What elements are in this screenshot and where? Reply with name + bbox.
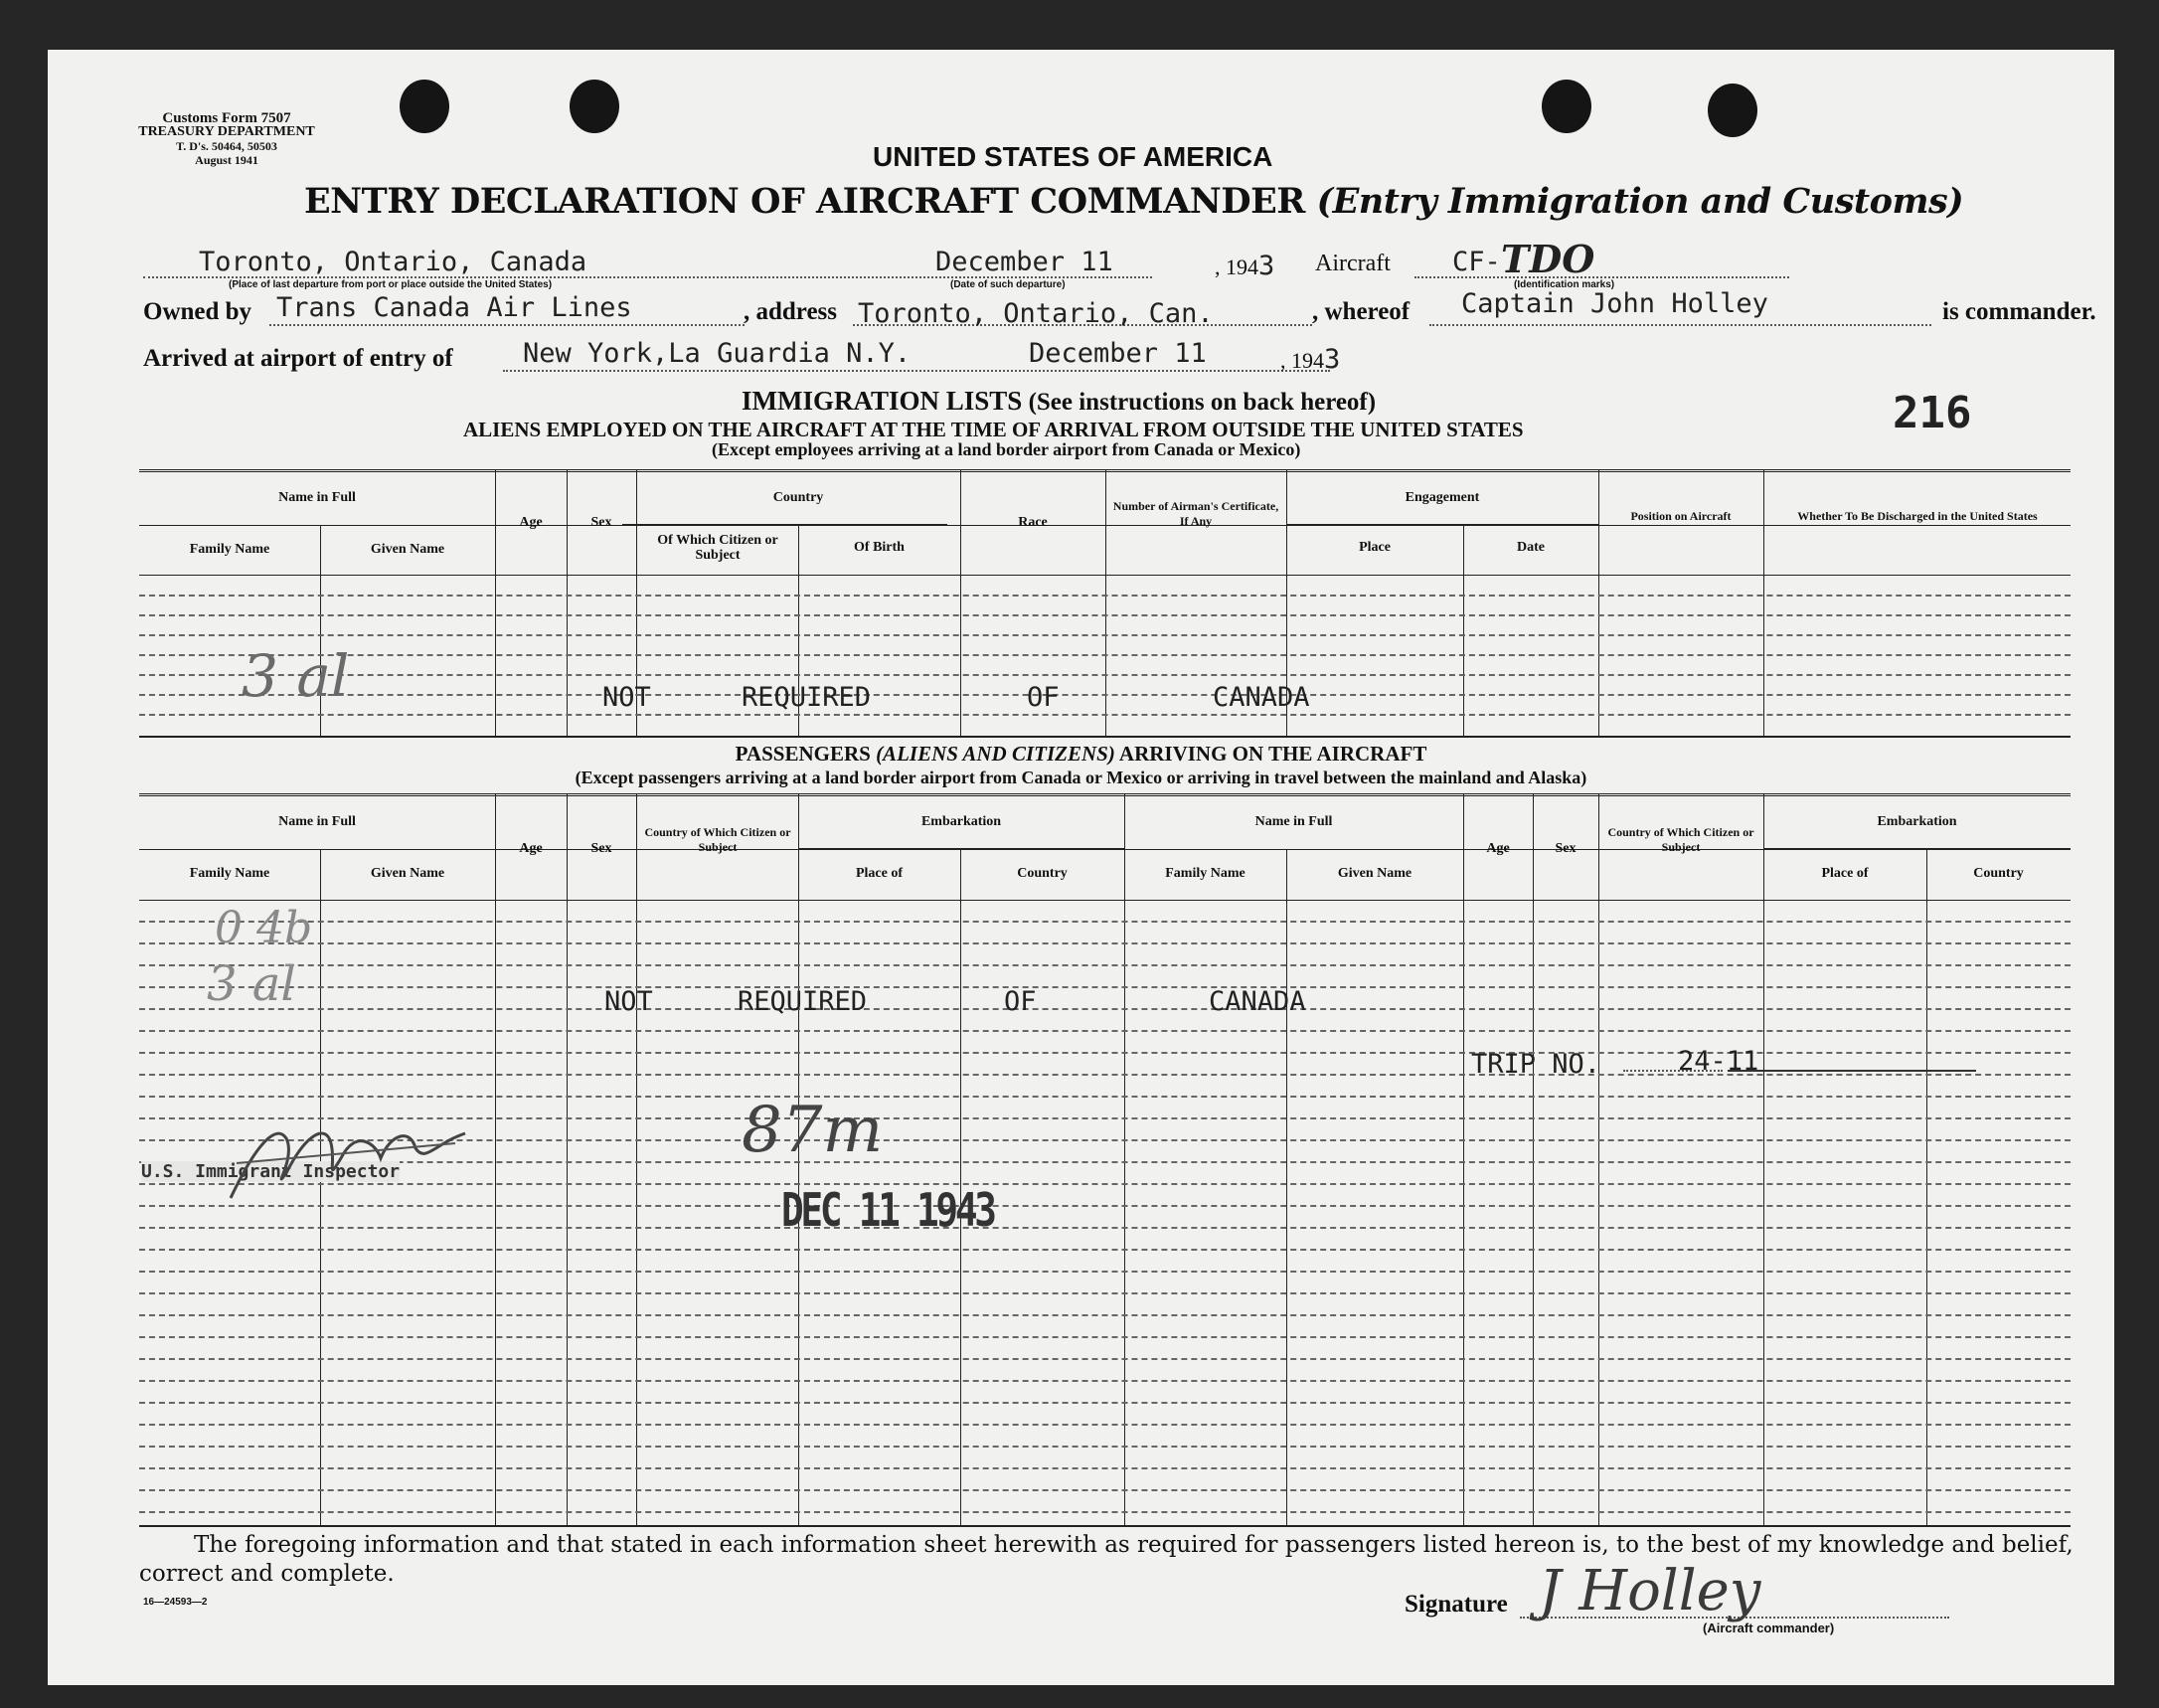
aircraft-label: Aircraft (1315, 251, 1391, 276)
crew-stamp-of: OF (1027, 682, 1060, 713)
immigration-title: IMMIGRATION LISTS (742, 386, 1023, 416)
is-commander-label: is commander. (1942, 298, 2096, 325)
form-title-main: ENTRY DECLARATION OF AIRCRAFT COMMANDER (304, 181, 1305, 222)
crew-hand-note: 3 al (242, 642, 350, 710)
pax-stamp-of: OF (1004, 986, 1037, 1017)
crew-col-name: Name in Full (278, 490, 356, 505)
signature-label: Signature (1405, 1591, 1508, 1618)
address-label: , address (744, 298, 838, 325)
pax-col-family-name-2: Family Name (1165, 866, 1246, 881)
pax-col-embarkation: Embarkation (920, 814, 1002, 829)
pax-stamp-not: NOT (604, 986, 653, 1017)
inspector-stamp: U.S. Immigrant Inspector (141, 1161, 401, 1182)
punch-hole (400, 80, 449, 133)
departure-place-caption: (Place of last departure from port or place outside the United States) (229, 279, 553, 290)
date-stamp: DEC 11 1943 (781, 1183, 994, 1237)
pax-col-age: Age (519, 841, 543, 856)
punch-hole (1542, 80, 1591, 133)
pax-col-embarkation-2: Embarkation (1877, 814, 1957, 829)
crew-col-sex: Sex (590, 515, 612, 530)
owned-by-label: Owned by (143, 298, 252, 325)
pax-col-age-2: Age (1486, 841, 1510, 856)
pax-col-place-of-2: Place of (1821, 866, 1869, 881)
aliens-heading: ALIENS EMPLOYED ON THE AIRCRAFT AT THE TIME OF ARRIVAL FROM OUTSIDE THE UNITED STATES (463, 418, 1524, 441)
pax-col-name-2: Name in Full (1254, 814, 1333, 829)
pax-col-country-2: Country of Which Citizen or Subject (1607, 825, 1754, 854)
inspector-initials: 87m (742, 1094, 884, 1167)
aircraft-id-handwritten: TDO (1501, 237, 1595, 281)
passengers-heading (48, 742, 2114, 767)
crew-col-place: Place (1359, 540, 1391, 555)
crew-col-engagement: Engagement (1405, 490, 1480, 505)
punch-hole (570, 80, 619, 133)
year-prefix: 194 (1226, 255, 1258, 279)
punch-hole (1708, 84, 1757, 137)
crew-stamp-canada: CANADA (1213, 682, 1310, 713)
crew-col-discharged: Whether To Be Discharged in the United States (1797, 509, 2038, 523)
crew-col-race: Race (1018, 515, 1048, 530)
declaration-text: The foregoing information and that stated in each information sheet herewith as required for passengers listed hereon is, to the best of my knowledge and belief, correct and complete. (139, 1532, 2074, 1587)
pax-hand-note-1: 0 4b (215, 903, 313, 953)
departure-place: Toronto, Ontario, Canada (199, 247, 587, 277)
arrival-year: , 1943 (1280, 344, 1341, 375)
crew-col-country: Country (772, 490, 824, 505)
pax-hand-note-2: 3 al (207, 956, 296, 1012)
whereof-label: , whereof (1312, 298, 1411, 325)
form-code: 16—24593—2 (143, 1597, 208, 1608)
trip-number: 24-11 (1678, 1046, 1759, 1077)
passengers-heading-b: ARRIVING ON THE AIRCRAFT (1118, 742, 1427, 766)
aircraft-id-prefix: CF- (1452, 247, 1501, 277)
pax-col-given-name: Given Name (370, 866, 445, 881)
departure-date: December 11 (935, 247, 1113, 277)
crew-col-position: Position on Aircraft (1630, 509, 1732, 523)
department: TREASURY DEPARTMENT (138, 124, 315, 139)
arrival-label: Arrived at airport of entry of (143, 345, 453, 372)
commander-name: Captain John Holley (1461, 288, 1768, 319)
year-suffix: 3 (1258, 251, 1275, 281)
form-title-italic: (Entry Immigration and Customs) (1316, 181, 1964, 222)
inspector-signature (217, 1104, 475, 1213)
crew-col-citizen: Of Which Citizen or Subject (657, 533, 778, 563)
immigration-heading (742, 386, 1376, 417)
pax-col-family-name: Family Name (189, 866, 270, 881)
pax-col-sex: Sex (590, 841, 612, 856)
form-title (304, 181, 1963, 222)
form-sheet (48, 50, 2114, 1685)
pax-col-name: Name in Full (278, 814, 356, 829)
arrival-year-suffix: 3 (1324, 344, 1341, 375)
form-header (127, 111, 326, 167)
passengers-heading-italic: (ALIENS AND CITIZENS) (876, 742, 1115, 766)
pax-stamp-required: REQUIRED (738, 986, 868, 1017)
commander-signature: J Holley (1539, 1559, 1761, 1623)
pax-col-given-name-2: Given Name (1337, 866, 1412, 881)
pax-col-emb-country: Country (1017, 866, 1068, 881)
country-heading: UNITED STATES OF AMERICA (873, 141, 1273, 172)
crew-col-age: Age (519, 515, 543, 530)
aircraft-caption: (Identification marks) (1514, 279, 1615, 290)
arrival-place: New York,La Guardia N.Y. (523, 338, 912, 369)
passengers-subheading: (Except passengers arriving at a land border airport from Canada or Mexico or arriving in travel between the mainland and Alaska) (575, 768, 1587, 787)
crew-col-birth: Of Birth (854, 540, 905, 555)
crew-col-date: Date (1517, 540, 1545, 555)
pax-col-emb-country-2: Country (1973, 866, 2024, 881)
signature-caption: (Aircraft commander) (1703, 1621, 1835, 1635)
crew-col-given-name: Given Name (370, 542, 445, 557)
crew-col-certificate: Number of Airman's Certificate, If Any (1112, 499, 1279, 528)
crew-col-family-name: Family Name (189, 542, 270, 557)
pax-col-country: Country of Which Citizen or Subject (644, 825, 791, 854)
immigration-note: (See instructions on back hereof) (1028, 389, 1377, 416)
aliens-subheading: (Except employees arriving at a land border airport from Canada or Mexico) (712, 439, 1301, 459)
pax-stamp-canada: CANADA (1209, 986, 1306, 1017)
passengers-heading-a: PASSENGERS (735, 742, 871, 766)
td-refs: T. D's. 50464, 50503 (176, 139, 277, 153)
pax-col-sex-2: Sex (1555, 841, 1577, 856)
arrival-date: December 11 (1029, 338, 1207, 369)
form-date: August 1941 (195, 153, 258, 167)
arrival-year-prefix: 194 (1291, 348, 1324, 373)
crew-stamp-not: NOT (602, 682, 651, 713)
departure-year: , 1943 (1215, 251, 1275, 281)
owner-name: Trans Canada Air Lines (276, 292, 632, 323)
trip-label: TRIP NO. (1471, 1049, 1601, 1080)
manifest-number: 216 (1893, 388, 1972, 438)
owner-address: Toronto, Ontario, Can. (858, 298, 1214, 329)
form-number: Customs Form 7507 (162, 110, 291, 126)
crew-stamp-required: REQUIRED (742, 682, 872, 713)
departure-date-caption: (Date of such departure) (950, 279, 1066, 290)
pax-col-place-of: Place of (855, 866, 904, 881)
